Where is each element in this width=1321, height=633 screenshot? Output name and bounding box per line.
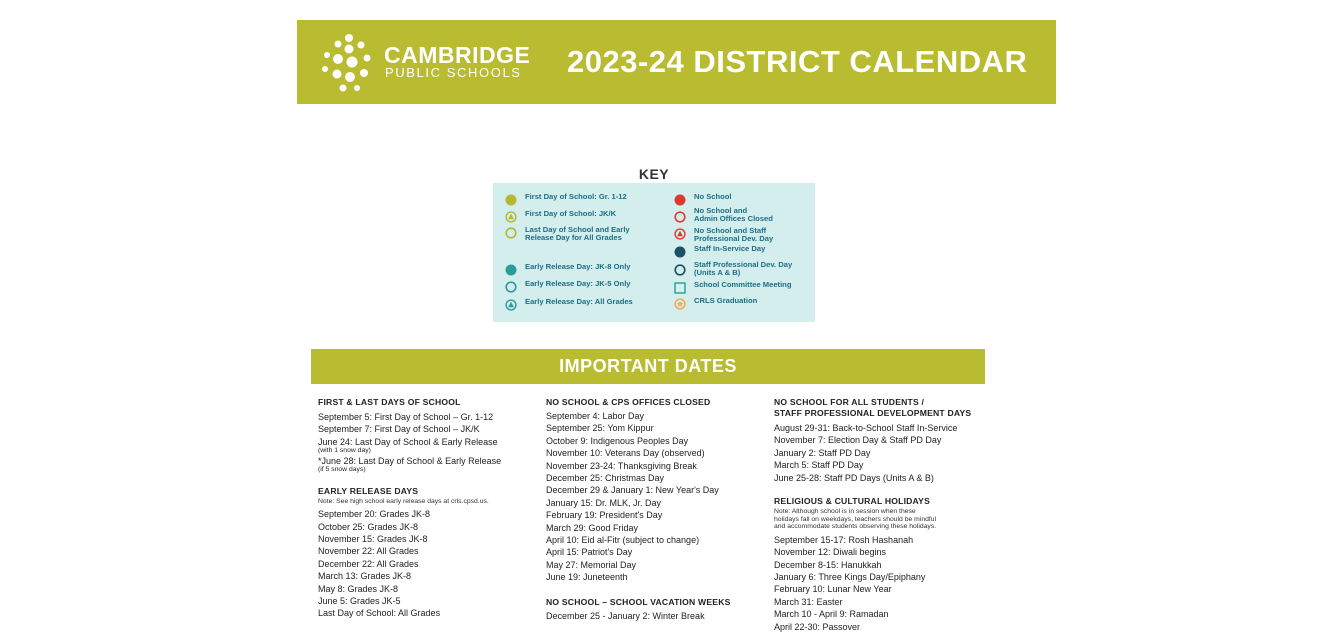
- key-item-staff-in-service: [674, 245, 765, 258]
- list-item: November 22: All Grades: [318, 546, 419, 557]
- section-heading-no-school: NO SCHOOL & CPS OFFICES CLOSED: [546, 397, 711, 407]
- no-school-list: [546, 410, 761, 584]
- key-item-school-committee: [674, 281, 791, 294]
- key-label: CRLS Graduation: [694, 296, 758, 305]
- list-item: January 6: Three Kings Day/Epiphany: [774, 572, 926, 583]
- section-heading-religious: RELIGIOUS & CULTURAL HOLIDAYS: [774, 496, 931, 507]
- list-item: November 12: Diwali begins: [774, 547, 887, 558]
- cambridge-logo-icon: [319, 33, 375, 93]
- list-item: November 23-24: Thanksgiving Break: [546, 460, 697, 471]
- filled-circle-olive-icon: [505, 194, 517, 206]
- dates-column-2: [546, 397, 761, 622]
- section-heading-early-release: EARLY RELEASE DAYS: [318, 485, 419, 496]
- triangle-circle-red-icon: [674, 228, 686, 240]
- list-item: October 9: Indigenous Peoples Day: [546, 435, 689, 446]
- list-item: September 20: Grades JK-8: [318, 509, 431, 520]
- open-circle-red-icon: [674, 211, 686, 223]
- key-label: No School: [694, 192, 732, 201]
- list-item: June 5: Grades JK-5: [318, 596, 401, 607]
- triangle-circle-olive-icon: [505, 211, 517, 223]
- section-heading-staff-pd: NO SCHOOL FOR ALL STUDENTS / STAFF PROFESSIONAL DEVELOPMENT DAYS: [774, 397, 972, 418]
- list-item: November 15: Grades JK-8: [318, 534, 428, 545]
- list-item: September 7: First Day of School – JK/K: [318, 424, 480, 435]
- open-circle-olive-icon: [505, 227, 517, 239]
- staff-pd-list: [774, 422, 994, 484]
- key-label: No School and Admin Offices Closed: [694, 206, 773, 224]
- key-item-last-day: [505, 226, 630, 243]
- list-item: April 15: Patriot's Day: [546, 547, 633, 558]
- key-legend: [493, 183, 815, 322]
- key-item-crls-graduation: [674, 297, 757, 310]
- list-item: June 24: Last Day of School & Early Release: [318, 436, 498, 447]
- list-item-sub: (if 5 snow days): [318, 466, 366, 474]
- list-item: January 2: Staff PD Day: [774, 447, 871, 458]
- list-item: May 8: Grades JK-8: [318, 583, 399, 594]
- key-item-no-school-staff-pd: [674, 227, 773, 244]
- list-item: Last Day of School: All Grades: [318, 608, 441, 619]
- list-item: December 25: Christmas Day: [546, 473, 665, 484]
- triangle-circle-teal-icon: [505, 299, 517, 311]
- star-circle-orange-icon: [674, 298, 686, 310]
- list-item: February 19: President's Day: [546, 510, 663, 521]
- filled-circle-teal-icon: [505, 264, 517, 276]
- list-item: April 10: Eid al-Fitr (subject to change): [546, 535, 700, 546]
- list-item: November 7: Election Day & Staff PD Day: [774, 435, 942, 446]
- list-item: March 13: Grades JK-8: [318, 571, 412, 582]
- early-release-list: [318, 508, 533, 620]
- key-label: No School and Staff Professional Dev. Day: [694, 226, 774, 244]
- key-item-early-release-jk8: [505, 263, 631, 276]
- list-item: June 19: Juneteenth: [546, 572, 628, 583]
- list-item-sub: (with 1 snow day): [318, 446, 371, 454]
- key-item-early-release-jk5: [505, 280, 631, 293]
- key-label: Early Release Day: JK-8 Only: [525, 262, 631, 271]
- open-circle-teal-icon: [505, 281, 517, 293]
- key-item-early-release-all: [505, 298, 633, 311]
- list-item: August 29-31: Back-to-School Staff In-Service: [774, 423, 958, 433]
- section-heading-first-last: FIRST & LAST DAYS OF SCHOOL: [318, 397, 461, 407]
- list-item: May 27: Memorial Day: [546, 559, 637, 570]
- key-label: Last Day of School and Early Release Day for All Grades: [525, 225, 630, 243]
- list-item: December 8-15: Hanukkah: [774, 559, 882, 570]
- list-item: June 25-28: Staff PD Days (Units A & B): [774, 472, 934, 483]
- section-heading-vacation: NO SCHOOL – SCHOOL VACATION WEEKS: [546, 596, 731, 607]
- key-label: Staff In-Service Day: [694, 244, 766, 253]
- filled-circle-red-icon: [674, 194, 686, 206]
- key-item-first-day-gr1-12: [505, 193, 627, 206]
- list-item: February 10: Lunar New Year: [774, 584, 892, 595]
- list-item: September 4: Labor Day: [546, 411, 645, 421]
- list-item: September 15-17: Rosh Hashanah: [774, 534, 914, 545]
- list-item: March 31: Easter: [774, 596, 843, 607]
- key-label: Early Release Day: All Grades: [525, 297, 633, 306]
- dates-column-3: [774, 397, 994, 633]
- list-item: December 29 & January 1: New Year's Day: [546, 485, 719, 496]
- list-item: September 25: Yom Kippur: [546, 423, 654, 434]
- list-item: January 15: Dr. MLK, Jr. Day: [546, 497, 662, 508]
- page-title: 2023-24 DISTRICT CALENDAR: [567, 44, 1028, 79]
- list-item: March 29: Good Friday: [546, 522, 639, 533]
- list-item: *June 28: Last Day of School & Early Release: [318, 456, 502, 467]
- key-item-no-school: [674, 193, 732, 206]
- list-item: October 25: Grades JK-8: [318, 521, 419, 532]
- list-item: September 5: First Day of School – Gr. 1-12: [318, 412, 494, 422]
- section-note: Note: See high school early release days at crls.cpsd.us.: [318, 497, 489, 505]
- list-item: March 5: Staff PD Day: [774, 460, 864, 471]
- key-label: Early Release Day: JK-5 Only: [525, 279, 631, 288]
- key-label: First Day of School: Gr. 1-12: [525, 192, 627, 201]
- header-banner: [297, 20, 1056, 104]
- list-item: March 10 - April 9: Ramadan: [774, 609, 889, 620]
- square-teal-icon: [674, 282, 686, 294]
- key-label: First Day of School: JK/K: [525, 209, 617, 218]
- section-note: Note: Although school is in session when these holidays fall on weekdays, teachers should be mindful and accommodate students observing these holidays.: [774, 508, 937, 531]
- key-label: Staff Professional Dev. Day (Units A & B): [694, 260, 793, 278]
- list-item: November 10: Veterans Day (observed): [546, 448, 705, 459]
- filled-circle-navy-icon: [674, 246, 686, 258]
- key-item-first-day-jk-k: [505, 210, 616, 223]
- dates-column-1: [318, 397, 533, 620]
- key-label: School Committee Meeting: [694, 280, 792, 289]
- religious-list: [774, 534, 994, 633]
- important-dates-heading: IMPORTANT DATES: [311, 349, 985, 384]
- list-item: December 22: All Grades: [318, 558, 419, 569]
- open-circle-navy-icon: [674, 264, 686, 276]
- list-item: December 25 - January 2: Winter Break: [546, 610, 705, 621]
- key-item-no-school-offices-closed: [674, 207, 773, 224]
- logo-subtitle: PUBLIC SCHOOLS: [385, 65, 522, 80]
- key-item-staff-pd-units: [674, 261, 792, 278]
- logo-name: CAMBRIDGE: [384, 42, 531, 68]
- list-item: April 22-30: Passover: [774, 621, 861, 632]
- key-title: KEY: [638, 166, 670, 182]
